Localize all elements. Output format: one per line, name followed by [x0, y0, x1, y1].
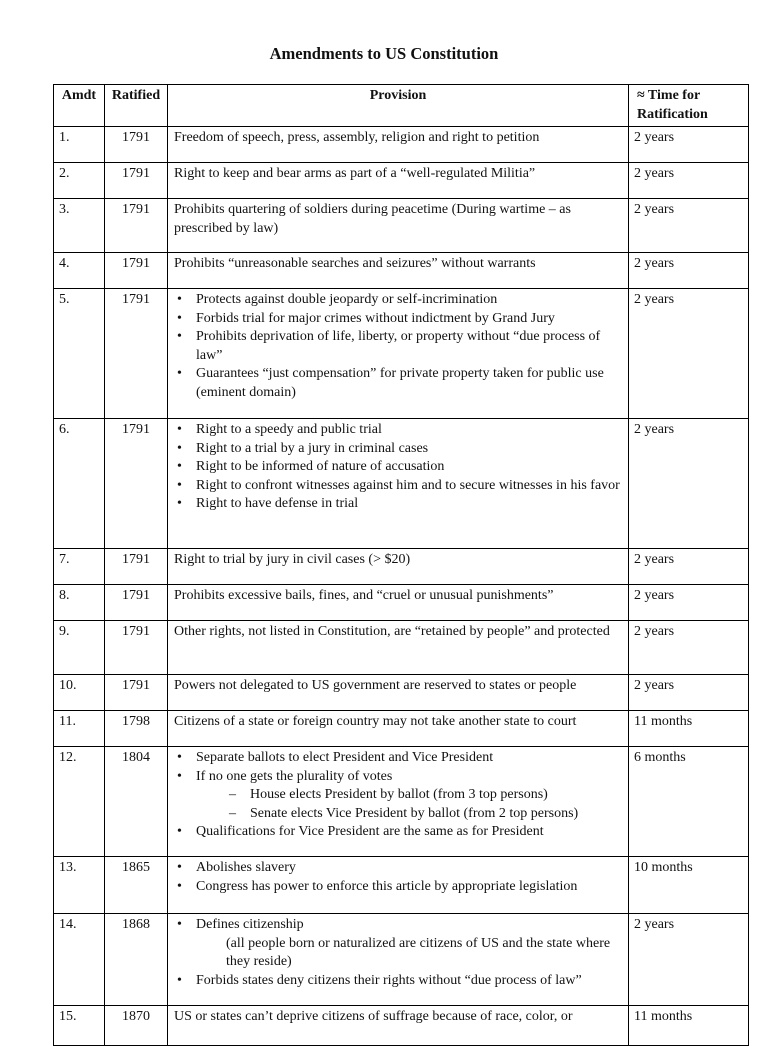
ratified-year: 1804	[105, 747, 168, 857]
list-item: • Defines citizenship	[174, 916, 623, 935]
provision-list	[168, 857, 629, 914]
provision-list	[168, 747, 629, 857]
table-row	[54, 857, 749, 914]
amdt-number: 13.	[54, 857, 105, 914]
list-item: • Protects against double jeopardy or self-incrimination	[174, 291, 623, 310]
provision-text: Prohibits quartering of soldiers during peacetime (During wartime – as prescribed by law)	[168, 199, 629, 253]
provision-text: Other rights, not listed in Constitution, are “retained by people” and protected	[168, 621, 629, 675]
provision-list	[168, 289, 629, 419]
amdt-number: 9.	[54, 621, 105, 675]
amdt-number: 11.	[54, 711, 105, 747]
ratified-year: 1791	[105, 419, 168, 549]
list-item: • Congress has power to enforce this article by appropriate legislation	[174, 878, 623, 897]
provision-text: Right to keep and bear arms as part of a “well-regulated Militia”	[168, 163, 629, 199]
ratified-year: 1868	[105, 914, 168, 1006]
ratified-year: 1865	[105, 857, 168, 914]
amdt-number: 1.	[54, 127, 105, 163]
ratification-time: 2 years	[629, 585, 749, 621]
ratification-time: 2 years	[629, 163, 749, 199]
header-provision: Provision	[168, 85, 629, 127]
list-item: • Separate ballots to elect President and Vice President	[174, 749, 623, 768]
table-row	[54, 419, 749, 549]
ratification-time: 10 months	[629, 857, 749, 914]
provision-list	[168, 914, 629, 1006]
header-time: ≈ Time for Ratification	[629, 85, 749, 127]
table-row	[54, 1006, 749, 1046]
provision-text: US or states can’t deprive citizens of suffrage because of race, color, or	[168, 1006, 629, 1046]
ratified-year: 1791	[105, 675, 168, 711]
ratification-time: 11 months	[629, 711, 749, 747]
header-ratified: Ratified	[105, 85, 168, 127]
ratified-year: 1791	[105, 289, 168, 419]
list-item: • Right to a speedy and public trial	[174, 421, 623, 440]
amendments-table	[53, 84, 749, 1046]
ratification-time: 2 years	[629, 199, 749, 253]
table-row	[54, 585, 749, 621]
table-row	[54, 914, 749, 1006]
header-amdt: Amdt	[54, 85, 105, 127]
amdt-number: 8.	[54, 585, 105, 621]
list-item: • Right to be informed of nature of accusation	[174, 458, 623, 477]
list-note: (all people born or naturalized are citizens of US and the state where they reside)	[226, 935, 611, 969]
ratification-time: 2 years	[629, 419, 749, 549]
ratified-year: 1791	[105, 163, 168, 199]
table-row	[54, 711, 749, 747]
ratification-time: 2 years	[629, 289, 749, 419]
amdt-number: 10.	[54, 675, 105, 711]
provision-list	[168, 419, 629, 549]
ratified-year: 1791	[105, 253, 168, 289]
list-item: • Qualifications for Vice President are the same as for President	[174, 823, 623, 842]
amdt-number: 15.	[54, 1006, 105, 1046]
ratification-time: 2 years	[629, 675, 749, 711]
list-item: • Forbids states deny citizens their rights without “due process of law”	[174, 972, 623, 991]
document-title: Amendments to US Constitution	[269, 44, 499, 63]
sub-list-item: – Senate elects Vice President by ballot (from 2 top persons)	[174, 805, 623, 824]
ratification-time: 2 years	[629, 621, 749, 675]
provision-text: Prohibits “unreasonable searches and seizures” without warrants	[168, 253, 629, 289]
table-row	[54, 549, 749, 585]
table-row	[54, 621, 749, 675]
table-row	[54, 253, 749, 289]
ratified-year: 1791	[105, 549, 168, 585]
ratified-year: 1798	[105, 711, 168, 747]
table-row	[54, 747, 749, 857]
table-row	[54, 289, 749, 419]
table-row	[54, 675, 749, 711]
list-item: • Guarantees “just compensation” for private property taken for public use (eminent domain)	[174, 365, 623, 402]
ratification-time: 11 months	[629, 1006, 749, 1046]
list-item: • Forbids trial for major crimes without indictment by Grand Jury	[174, 310, 623, 329]
amdt-number: 2.	[54, 163, 105, 199]
amdt-number: 14.	[54, 914, 105, 1006]
table-row	[54, 199, 749, 253]
amdt-number: 12.	[54, 747, 105, 857]
ratification-time: 2 years	[629, 914, 749, 1006]
amdt-number: 6.	[54, 419, 105, 549]
ratified-year: 1791	[105, 127, 168, 163]
sub-list-item: – House elects President by ballot (from 3 top persons)	[174, 786, 623, 805]
amdt-number: 7.	[54, 549, 105, 585]
table-row	[54, 127, 749, 163]
provision-text: Right to trial by jury in civil cases (> $20)	[168, 549, 629, 585]
table-row	[54, 163, 749, 199]
amdt-number: 4.	[54, 253, 105, 289]
provision-text: Prohibits excessive bails, fines, and “cruel or unusual punishments”	[168, 585, 629, 621]
amdt-number: 3.	[54, 199, 105, 253]
ratification-time: 2 years	[629, 253, 749, 289]
provision-text: Freedom of speech, press, assembly, religion and right to petition	[168, 127, 629, 163]
provision-text: Citizens of a state or foreign country may not take another state to court	[168, 711, 629, 747]
list-item: • Abolishes slavery	[174, 859, 623, 878]
ratified-year: 1791	[105, 621, 168, 675]
list-item: • Right to a trial by a jury in criminal cases	[174, 440, 623, 459]
ratification-time: 2 years	[629, 549, 749, 585]
ratified-year: 1791	[105, 199, 168, 253]
ratification-time: 6 months	[629, 747, 749, 857]
ratified-year: 1870	[105, 1006, 168, 1046]
list-item: • Right to have defense in trial	[174, 495, 623, 514]
ratified-year: 1791	[105, 585, 168, 621]
list-item: • If no one gets the plurality of votes	[174, 768, 623, 787]
list-item: • Prohibits deprivation of life, liberty, or property without “due process of law”	[174, 328, 623, 365]
list-item: • Right to confront witnesses against him and to secure witnesses in his favor	[174, 477, 623, 496]
provision-text: Powers not delegated to US government are reserved to states or people	[168, 675, 629, 711]
table-header-row	[54, 85, 749, 127]
ratification-time: 2 years	[629, 127, 749, 163]
amdt-number: 5.	[54, 289, 105, 419]
